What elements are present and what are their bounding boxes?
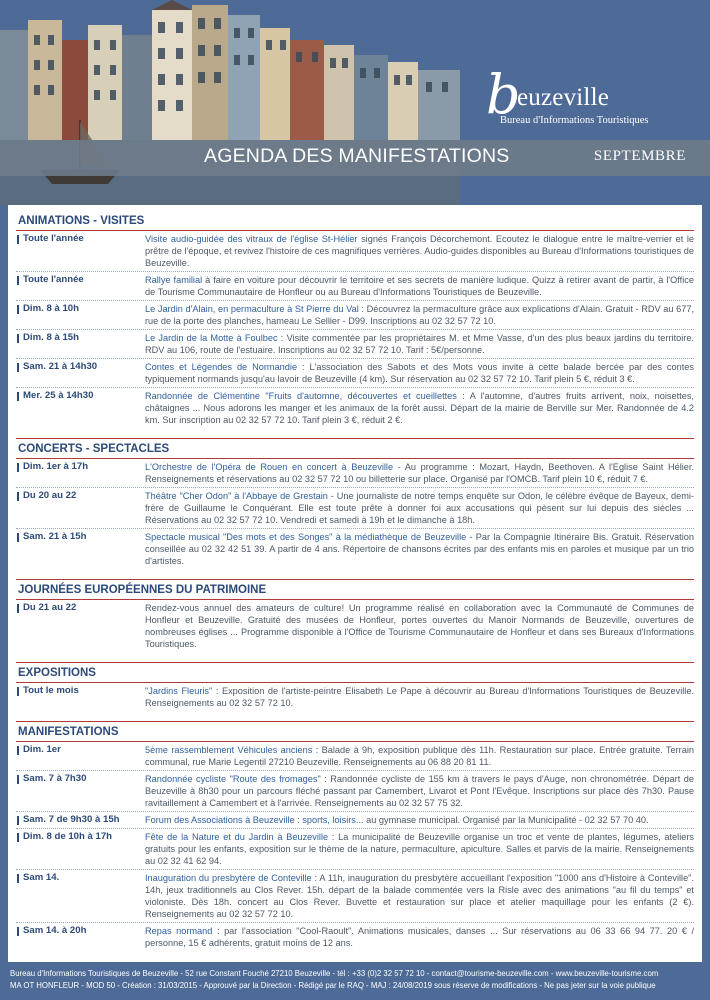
agenda-section — [16, 211, 694, 428]
event-date: Toute l'année — [16, 274, 145, 298]
event-body: : Randonnée cycliste de 155 km à travers le pays d'Auge, non chronométrée. Départ de Beuzeville à 8h30 pour un parcours fléché passant par Camembert, Livarot et Pont l'Evêque. Inscriptions sur place dès 7h30. Pause ravitaillement à Camembert et à l'arrivée. Renseignements au 02 32 57 75 32. — [145, 774, 694, 808]
event-row — [16, 683, 694, 711]
section-title: EXPOSITIONS — [16, 663, 694, 683]
agenda-content — [8, 205, 702, 962]
event-date: Sam. 21 à 14h30 — [16, 361, 145, 385]
event-row — [16, 922, 694, 951]
event-title: 5ème rassemblement Véhicules anciens — [145, 745, 313, 755]
logo-subtitle: Bureau d'Informations Touristiques — [500, 115, 649, 126]
event-body: Rendez-vous annuel des amateurs de culture! Un programme réalisé en collaboration avec la Communauté de Communes de Honfleur et Beuzeville. Gratuité des musées de Honfleur, portes ouvertes du Manoir Normands de Beuzeville, ouvertures de nombreuses églises ... Programme disponible à l'Office de Tourisme Communautaire de Honfleur et dans ses Bureaux d'Informations Touristiques. — [145, 603, 694, 649]
event-description — [145, 274, 694, 298]
event-title: Forum des Associations à Beuzeville : sports, loisirs... — [145, 815, 364, 825]
agenda-section — [16, 569, 694, 652]
event-description — [145, 925, 694, 949]
event-title: Le Jardin d'Alain, en permaculture à St Pierre du Val — [145, 304, 359, 314]
event-row — [16, 300, 694, 329]
event-title: "Jardins Fleuris" — [145, 686, 213, 696]
event-body: - Une journaliste de notre temps enquête sur Odon, le célèbre évêque de Bayeux, demi-frère de Guillaume le Conquérant. Elle est toute prête à donner foi aux accusations qui pèsent sur lui depuis des siècles ... Réservations au 02 32 57 72 10. Vendredi et samedi à 19h et le dimanche à 18h. — [145, 491, 694, 525]
event-body: à faire en voiture pour découvrir le territoire et ses secrets de manière ludique. Quizz à retirer avant de partir, à l'Office de Tourisme Communautaire de Honfleur ou au Bureau d'Informations Touristiques de Beuzeville. — [145, 275, 694, 297]
event-title: Fête de la Nature et du Jardin à Beuzeville — [145, 832, 329, 842]
event-body: : L'association des Sabots et des Mots vous invite à cette balade bercée par des contes typiquement normands jusqu'au lavoir de Beuzeville (4 km). Sur réservation au 02 32 57 72 10. Tarif plein 5 €, réduit 3 €. — [145, 362, 694, 384]
event-title: Randonnée cycliste "Route des fromages" — [145, 774, 321, 784]
event-title: Le Jardin de la Motte à Foulbec — [145, 333, 278, 343]
event-row — [16, 811, 694, 828]
event-row — [16, 770, 694, 811]
event-row — [16, 459, 694, 487]
section-title: MANIFESTATIONS — [16, 722, 694, 742]
event-title: Repas normand — [145, 926, 213, 936]
event-description — [145, 773, 694, 809]
event-row — [16, 387, 694, 428]
event-body: signés François Décorchemont. Ecoutez le dialogue entre le maître-verrier et le prêtre de l'époque, et revivez l'histoire de ces magnifiques verrières. Audio-guides disponibles au Bureau d'Informations touristiques de Beuzeville. — [145, 234, 694, 268]
event-row — [16, 600, 694, 652]
event-title: Visite audio-guidée des vitraux de l'église St-Hélier — [145, 234, 358, 244]
event-title: Théâtre "Cher Odon" à l'Abbaye de Grestain — [145, 491, 328, 501]
event-date: Dim. 1er à 17h — [16, 461, 145, 485]
logo-initial: b — [486, 63, 521, 126]
event-date: Dim. 8 à 10h — [16, 303, 145, 327]
agenda-section — [16, 428, 694, 569]
logo-name: euzeville — [517, 84, 610, 111]
event-description — [145, 814, 694, 826]
event-body: - Au programme : Mozart, Haydn, Beethoven. A l'Eglise Saint Hélier. Renseignements et réservations au 02 32 57 72 10 ou billetterie sur place. Organisé par l'OMCB. Tarif plein 10 €, réduit 7 €. — [145, 462, 694, 484]
event-date: Toute l'année — [16, 233, 145, 269]
event-row — [16, 271, 694, 300]
section-title: CONCERTS - SPECTACLES — [16, 439, 694, 459]
event-row — [16, 742, 694, 770]
footer-legal-line: MA OT HONFLEUR - MOD 50 - Création : 31/03/2015 - Approuvé par la Direction - Rédigé par le RAQ - MAJ : 24/08/2019 sous réserve de modifications - Ne pas jeter sur la voie publique — [10, 981, 656, 990]
event-description — [145, 303, 694, 327]
page-footer — [0, 962, 710, 1000]
section-gap — [16, 569, 694, 577]
event-description — [145, 872, 694, 920]
page-month: SEPTEMBRE — [593, 148, 686, 164]
event-description — [145, 602, 694, 650]
event-row — [16, 487, 694, 528]
event-description — [145, 461, 694, 485]
page-title: AGENDA DES MANIFESTATIONS — [204, 145, 510, 167]
event-description — [145, 361, 694, 385]
event-description — [145, 831, 694, 867]
event-body: : La municipalité de Beuzeville organise un troc et vente de plantes, légumes, ateliers gratuits pour les enfants, exposition sur le thème de la nature, permaculture, apiculture. Salles et parvis de la mairie. Renseignements au 02 32 41 62 94. — [145, 832, 694, 866]
section-title: ANIMATIONS - VISITES — [16, 211, 694, 231]
section-gap — [16, 428, 694, 436]
event-date: Sam 14. à 20h — [16, 925, 145, 949]
event-date: Sam. 7 à 7h30 — [16, 773, 145, 809]
event-date: Du 21 au 22 — [16, 602, 145, 650]
section-gap — [16, 652, 694, 660]
event-description — [145, 233, 694, 269]
event-date: Mer. 25 à 14h30 — [16, 390, 145, 426]
event-description — [145, 685, 694, 709]
event-row — [16, 231, 694, 271]
event-date: Du 20 au 22 — [16, 490, 145, 526]
event-body: - Par la Compagnie Itinéraire Bis. Gratuit. Réservation conseillée au 02 32 42 51 39. A partir de 4 ans. Répertoire de chansons écrites par des enfants mis en paroles et musique par un trio d'artistes. — [145, 532, 694, 566]
event-body: : par l'association "Cool-Raoult". Animations musicales, danses ... Sur réservations au 06 33 66 94 77. 20 € / personne, 15 € adhérents, gratuit moins de 12 ans. — [145, 926, 695, 948]
agenda-sections — [16, 211, 694, 951]
event-body: : Exposition de l'artiste-peintre Elisabeth Le Pape à découvrir au Bureau d'Informations Touristiques de Beuzeville. Renseignements au 02 32 57 72 10. — [145, 686, 694, 708]
event-date: Dim. 8 de 10h à 17h — [16, 831, 145, 867]
event-row — [16, 329, 694, 358]
event-title: Randonnée de Clémentine "Fruits d'automne, découvertes et cueillettes — [145, 391, 457, 401]
event-row — [16, 869, 694, 922]
event-title: Inauguration du presbytère de Conteville — [145, 873, 312, 883]
section-title: JOURNÉES EUROPÉENNES DU PATRIMOINE — [16, 580, 694, 600]
event-date: Dim. 8 à 15h — [16, 332, 145, 356]
event-row — [16, 358, 694, 387]
event-description — [145, 744, 694, 768]
event-description — [145, 390, 694, 426]
event-date: Dim. 1er — [16, 744, 145, 768]
footer-contact-line: Bureau d'Informations Touristiques de Beuzeville - 52 rue Constant Fouché 27210 Beuzeville - tél : +33 (0)2 32 57 72 10 - contact@tourisme-beuzeville.com - www.beuzeville-tourisme.com — [10, 969, 659, 978]
event-body: : Visite commentée par les propriétaires M. et Mme Vasse, d'un des plus beaux jardins du territoire. RDV au 106, route de l'estuaire. Inscriptions au 02 32 57 72 10. Tarif : 5€/personne. — [145, 333, 695, 355]
event-body: : A 11h, inauguration du presbytère accueillant l'exposition "1000 ans d'Histoire à Conteville". 14h, jeux traditionnels au Clos Rever. 15h. départ de la balade commentée vers la Risle avec des animations "au fil du temps" et violoniste. Dès 18h. concert au Clos Rever. Buvette et restauration sur place et atelier maquillage pour les enfants (2 €). Renseignements au 02 32 57 72 10. — [145, 873, 694, 919]
event-date: Sam 14. — [16, 872, 145, 920]
event-title: L'Orchestre de l'Opéra de Rouen en concert à Beuzeville — [145, 462, 394, 472]
event-body: : A l'automne, d'autres fruits arrivent, noix, noisettes, châtaignes ... Nous adorons les manger et les animaux de la forêt aussi. Départ de la mairie de Berville sur Mer. Randonnée de 4.2 km. Sur inscription au 02 32 57 72 10. Tarif plein 3 €, réduit 2 €. — [145, 391, 694, 425]
event-date: Tout le mois — [16, 685, 145, 709]
event-description — [145, 531, 694, 567]
event-date: Sam. 7 de 9h30 à 15h — [16, 814, 145, 826]
agenda-section — [16, 711, 694, 951]
event-body: au gymnase municipal. Organisé par la Municipalité - 02 32 57 70 40. — [363, 815, 649, 825]
event-row — [16, 528, 694, 569]
event-title: Contes et Légendes de Normandie — [145, 362, 298, 372]
event-title: Spectacle musical "Des mots et des Songes" à la médiathèque de Beuzeville — [145, 532, 467, 542]
event-body: : Balade à 9h, exposition publique dès 11h. Restauration sur place. Entrée gratuite. Terrain communal, rue Marie Legentil 27210 Beuzeville. Renseignements au 06 88 20 81 11. — [145, 745, 694, 767]
agenda-section — [16, 652, 694, 711]
event-row — [16, 828, 694, 869]
event-body: : Découvrez la permaculture grâce aux explications d'Alain. Gratuit - RDV au 677, rue de la porte des planches, hameau Le Sellier - D99. Inscriptions au 02 32 57 72 10. — [145, 304, 694, 326]
event-title: Rallye familial — [145, 275, 203, 285]
page-header — [0, 0, 710, 205]
event-date: Sam. 21 à 15h — [16, 531, 145, 567]
event-description — [145, 490, 694, 526]
event-description — [145, 332, 694, 356]
section-gap — [16, 711, 694, 719]
